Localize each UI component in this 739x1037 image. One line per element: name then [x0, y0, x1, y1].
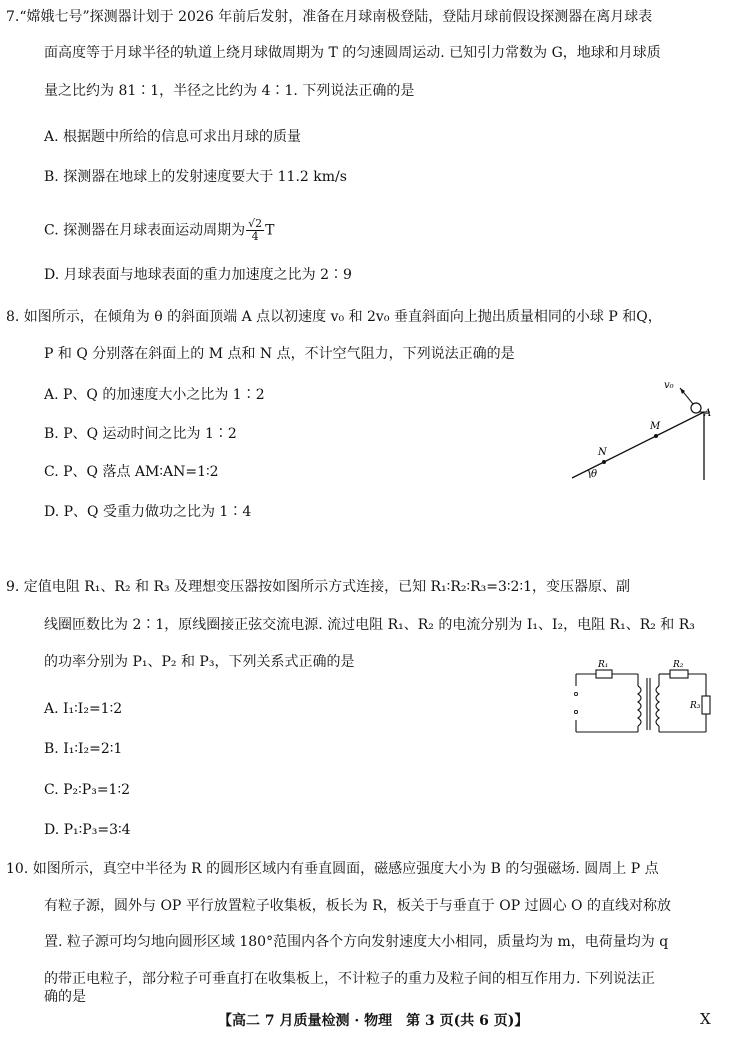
q9-option-a: A. I₁∶I₂=1∶2 [44, 701, 123, 717]
label-v0: v₀ [664, 380, 674, 391]
q7-stem-line-2: 面高度等于月球半径的轨道上绕月球做周期为 T 的匀速圆周运动. 已知引力常数为 G，地球和月球质 [44, 45, 661, 61]
page-corner-mark: X [700, 1010, 711, 1028]
q7-option-c-fraction [246, 218, 264, 243]
q10-stem-line-1: 10. 如图所示，真空中半径为 R 的圆形区域内有垂直圆面，磁感应强度大小为 B 的匀强磁场. 圆周上 P 点 [6, 861, 659, 877]
ball-at-a [691, 403, 701, 413]
q7-option-c-period: T [265, 222, 275, 239]
q7-option-b: B. 探测器在地球上的发射速度要大于 11.2 km/s [44, 169, 347, 185]
secondary-coil [656, 686, 659, 726]
q9-stem-line-1: 9. 定值电阻 R₁、R₂ 和 R₃ 及理想变压器按如图所示方式连接，已知 R₁∶R₂∶R₃=3∶2∶1，变压器原、副 [6, 579, 631, 595]
resistor-r3 [702, 696, 710, 714]
q9-stem-line-3: 的功率分别为 P₁、P₂ 和 P₃，下列关系式正确的是 [44, 654, 355, 670]
label-theta: θ [591, 469, 598, 480]
q7-option-c-text: C. 探测器在月球表面运动周期为 [44, 222, 246, 239]
q7-option-a: A. 根据题中所给的信息可求出月球的质量 [44, 129, 302, 145]
q10-stem-line-2: 有粒子源，圆外与 OP 平行放置粒子收集板，板长为 R，板关于与垂直于 OP 过圆心 O 的直线对称放 [44, 898, 671, 914]
fraction-denominator: 4 [251, 230, 259, 243]
label-n: N [598, 447, 607, 458]
q8-incline-figure [560, 376, 720, 484]
q10-stem-line-4: 的带正电粒子，部分粒子可垂直打在收集板上，不计粒子的重力及粒子间的相互作用力. 下列说法正 [44, 971, 655, 987]
source-terminal-bottom [574, 710, 577, 713]
q7-option-d: D. 月球表面与地球表面的重力加速度之比为 2∶9 [44, 267, 352, 283]
page-footer: 【高二 7 月质量检测 · 物理 第 3 页(共 6 页)】 [218, 1013, 529, 1029]
q7-stem-line-1: 7.“嫦娥七号”探测器计划于 2026 年前后发射，准备在月球南极登陆，登陆月球前假设探测器在离月球表 [6, 9, 653, 25]
angle-arc [589, 470, 591, 478]
q10-stem-line-5: 确的是 [44, 989, 86, 1005]
point-n [602, 460, 606, 464]
q10-stem-line-3: 置. 粒子源可均匀地向圆形区域 180°范围内各个方向发射速度大小相同，质量均为 m，电荷量均为 q [44, 934, 669, 950]
q9-transformer-circuit [566, 656, 716, 736]
resistor-r2 [670, 670, 688, 678]
q9-stem-line-2: 线圈匝数比为 2∶1，原线圈接正弦交流电源. 流过电阻 R₁、R₂ 的电流分别为 I₁、I₂，电阻 R₁、R₂ 和 R₃ [44, 617, 695, 633]
q9-option-d: D. P₁∶P₃=3∶4 [44, 822, 131, 838]
primary-coil [638, 686, 641, 726]
q8-option-b: B. P、Q 运动时间之比为 1∶2 [44, 426, 237, 442]
label-r3: R₃ [690, 701, 701, 711]
label-m: M [650, 421, 661, 432]
q8-option-c: C. P、Q 落点 AM∶AN=1∶2 [44, 464, 219, 480]
q9-option-c: C. P₂∶P₃=1∶2 [44, 782, 131, 798]
source-terminal-top [574, 692, 577, 695]
resistor-r1 [596, 670, 612, 678]
q9-option-b: B. I₁∶I₂=2∶1 [44, 741, 123, 757]
q8-stem-line-1: 8. 如图所示，在倾角为 θ 的斜面顶端 A 点以初速度 v₀ 和 2v₀ 垂直斜面向上抛出质量相同的小球 P 和Q， [6, 309, 662, 325]
q8-option-d: D. P、Q 受重力做功之比为 1∶4 [44, 504, 252, 520]
label-a: A [704, 408, 712, 419]
fraction-numerator: √2 [248, 217, 263, 230]
q8-stem-line-2: P 和 Q 分别落在斜面上的 M 点和 N 点，不计空气阻力，下列说法正确的是 [44, 346, 515, 362]
q7-stem-line-3: 量之比约为 81∶1，半径之比约为 4∶1. 下列说法正确的是 [44, 83, 415, 99]
label-r2: R₂ [673, 660, 684, 670]
point-m [654, 434, 658, 438]
label-r1: R₁ [598, 660, 609, 670]
q7-option-c [44, 218, 274, 243]
q8-option-a: A. P、Q 的加速度大小之比为 1∶2 [44, 387, 265, 403]
